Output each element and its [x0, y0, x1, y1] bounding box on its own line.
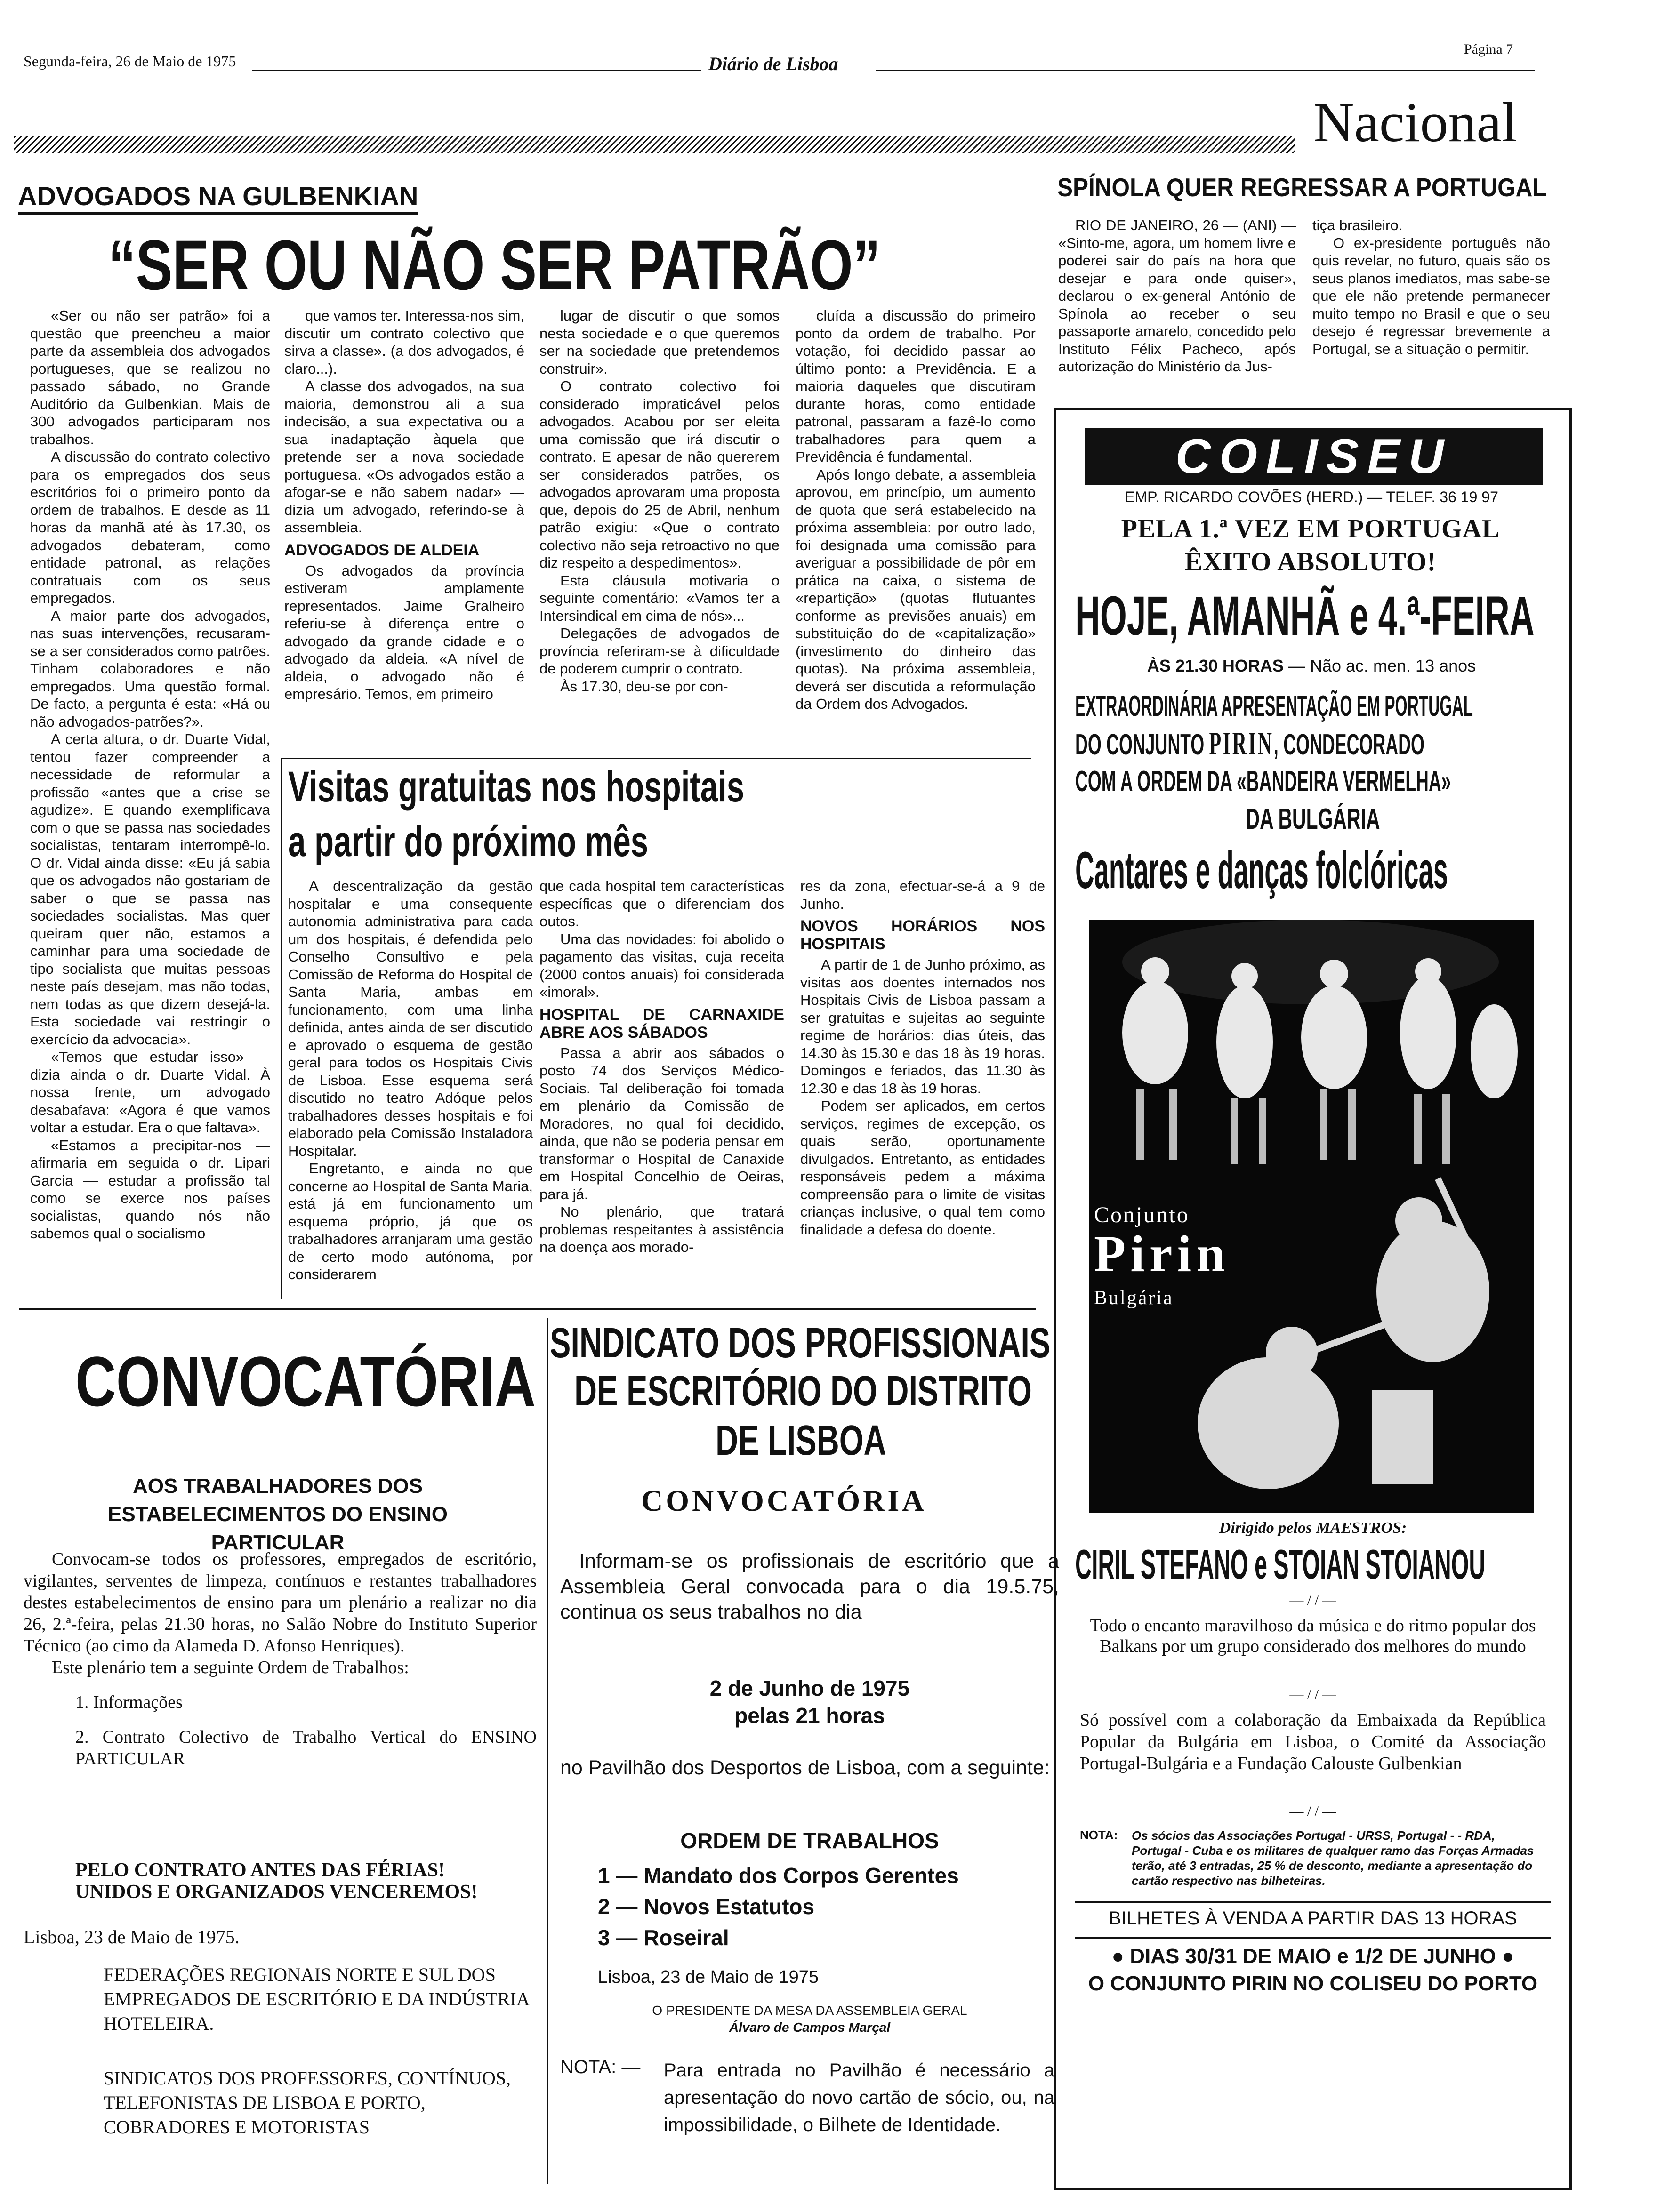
- advogados-headline: “SER OU NÃO SER PATRÃO”: [108, 225, 881, 305]
- sindicato-nota: Para entrada no Pavilhão é necessário a apresentação do novo cartão de sócio, ou, na impossibilidade, o Bilhete de Identidade.: [664, 2060, 1054, 2135]
- sindicato-president-name: Álvaro de Campos Marçal: [729, 2020, 891, 2035]
- spinola-col-2: [1312, 216, 1550, 395]
- coliseu-extra-3: COM A ORDEM DA «BANDEIRA VERMELHA»: [1075, 765, 1451, 798]
- coliseu-cantares: Cantares e danças folclóricas: [1075, 842, 1448, 899]
- convocatoria-date: Lisboa, 23 de Maio de 1975.: [24, 1926, 240, 1948]
- photo-caption-bulgaria: Bulgária: [1094, 1287, 1174, 1309]
- sindicato-date: Lisboa, 23 de Maio de 1975: [598, 1967, 819, 1987]
- hospitais-col-1: [288, 877, 533, 1301]
- coliseu-extra-2a: DO CONJUNTO: [1075, 729, 1209, 761]
- sindicato-left-rule: [547, 1318, 548, 2184]
- coliseu-bilhetes-rule: [1075, 1937, 1551, 1939]
- sindicato-president: O PRESIDENTE DA MESA DA ASSEMBLEIA GERAL: [652, 2003, 967, 2018]
- header-rule-right: [876, 70, 1535, 71]
- paragraph: «Estamos a precipitar-nos — afirmaria em seguida o dr. Lipari Garcia — estudar a profissão tal como se exerce nos países socialistas, quando nós não sabemos qual o socialismo: [30, 1137, 270, 1242]
- paragraph: Esta cláusula motivaria o seguinte comentário: «Vamos ter a Intersindical em cima de nós»...: [539, 572, 780, 624]
- coliseu-nota-rule: [1075, 1901, 1551, 1903]
- hospitais-headline-2: a partir do próximo mês: [288, 817, 649, 866]
- agenda-item: 1 — Mandato dos Corpos Gerentes: [598, 1863, 959, 1888]
- coliseu-time-note: — Não ac. men. 13 anos: [1288, 656, 1476, 675]
- paragraph: Uma das novidades: foi abolido o pagamento das visitas, cuja receita (2000 contos anuais) foi considerada «imoral».: [539, 930, 784, 1000]
- pirin-photo: [1089, 920, 1534, 1513]
- coliseu-extra-1: EXTRAORDINÁRIA APRESENTAÇÃO EM PORTUGAL: [1075, 690, 1473, 722]
- sindicato-title-1: SINDICATO DOS PROFISSIONAIS: [550, 1320, 1051, 1367]
- hospitais-left-rule: [281, 758, 282, 1299]
- paragraph: O ex-presidente português não quis revelar, no futuro, quais são os seus planos imediatos, mas sabe-se que ele não pretende permanecer muito tempo no Brasil e que o seu desejo é regressar brevemente a Portugal, se a situação o permitir.: [1312, 234, 1550, 357]
- section-title: Nacional: [1313, 91, 1518, 153]
- sindicato-date-1: 2 de Junho de 1975: [709, 1676, 910, 1700]
- page-number: Página 7: [1464, 41, 1513, 57]
- subheading: HOSPITAL DE CARNAXIDE ABRE AOS SÁBADOS: [539, 1005, 784, 1042]
- paragraph: cluída a discussão do primeiro ponto da ordem de trabalho. Por votação, foi decidido passar ao último ponto: a Previdência. E a maioria daqueles que discutiram durante horas, como entidade patronal, passaram a fazê-lo como trabalhadores para quem a Previdência é fundamental.: [796, 307, 1036, 465]
- coliseu-dirigido: Dirigido pelos MAESTROS:: [1219, 1519, 1407, 1537]
- coliseu-extra-2: [1075, 726, 1424, 762]
- paragraph: lugar de discutir o que somos nesta sociedade e o que queremos ser na sociedade que pretendemos construir».: [539, 307, 780, 377]
- sindicato-title-3: DE LISBOA: [716, 1417, 886, 1464]
- convocatoria-slogan-2: UNIDOS E ORGANIZADOS VENCEREMOS!: [75, 1881, 478, 1903]
- coliseu-logo: COLISEU: [1175, 429, 1453, 484]
- convocatoria-slogan-1: PELO CONTRATO ANTES DAS FÉRIAS!: [75, 1859, 445, 1881]
- agenda-item: 2 — Novos Estatutos: [598, 1894, 815, 1919]
- paragraph: Após longo debate, a assembleia aprovou, em princípio, um aumento de quota que será estabelecido na próxima assembleia: por outro lado, foi designada uma comissão para averiguar a possibilidade de pôr em prática na caixa, o sistema de «repartição» (quotas flutuantes conforme as previsões anuais) em substituição do de «capitalização» (investimento do dinheiro das quotas). Na próxima assembleia, deverá ser discutida a reformulação da Ordem dos Advogados.: [796, 466, 1036, 712]
- paragraph: Delegações de advogados de província referiram-se à dificuldade de poderem cumprir o contrato.: [539, 625, 780, 677]
- paragraph: que cada hospital tem características específicas que o diferenciam dos outos.: [539, 878, 784, 930]
- coliseu-logo-box: [1085, 428, 1543, 485]
- paragraph: A classe dos advogados, na sua maioria, demonstrou ali a sua indecisão, a sua expectativa ou a sua inadaptação àquela que pretende ser a nova sociedade portuguesa. «Os advogados estão a afogar-se e não sabem nadar» — dizia um advogado, referindo-se à assembleia.: [284, 378, 524, 536]
- hospitais-col-2: [539, 877, 784, 1301]
- convocatoria-body: [24, 1548, 537, 1770]
- coliseu-company: EMP. RICARDO COVÕES (HERD.) — TELEF. 36 19 97: [1125, 489, 1498, 505]
- advogados-col-4: [796, 307, 1036, 759]
- paragraph: A discussão do contrato colectivo para os empregados dos seus escritórios foi o primeiro ponto da ordem de trabalhos. E desde as 11 horas da manhã até às 17.30, os advogados debateram, como entidade patronal, as relações contratuais com os seus empregados.: [30, 449, 270, 606]
- coliseu-nota-label: NOTA:: [1080, 1828, 1118, 1842]
- paragraph: que vamos ter. Interessa-nos sim, discutir um contrato colectivo que sirva a classe». (a dos advogados, é claro...).: [284, 307, 524, 377]
- bottom-section-rule: [19, 1308, 1036, 1310]
- sindicato-date-2: pelas 21 horas: [734, 1703, 885, 1728]
- newspaper-name: Diário de Lisboa: [708, 53, 838, 74]
- coliseu-line-2: ÊXITO ABSOLUTO!: [1184, 547, 1437, 577]
- separator: — / / —: [1289, 1803, 1336, 1819]
- coliseu-bilhetes: BILHETES À VENDA A PARTIR DAS 13 HORAS: [1109, 1908, 1517, 1929]
- agenda-item: 3 — Roseiral: [598, 1925, 729, 1950]
- coliseu-line-1: PELA 1.ª VEZ EM PORTUGAL: [1121, 514, 1500, 544]
- coliseu-porto-1: ● DIAS 30/31 DE MAIO e 1/2 DE JUNHO ●: [1111, 1945, 1514, 1968]
- hospitais-headline-1: Visitas gratuitas nos hospitais: [288, 763, 745, 811]
- sindicato-title-2: DE ESCRITÓRIO DO DISTRITO: [574, 1368, 1032, 1415]
- convocatoria-subtitle: AOS TRABALHADORES DOS ESTABELECIMENTOS DO ENSINO PARTICULAR: [107, 1475, 448, 1554]
- photo-caption-conjunto: Conjunto: [1094, 1202, 1190, 1227]
- paragraph: O contrato colectivo foi considerado impraticável pelos advogados. Acabou por ser eleita uma comissão que irá discutir o contrato. E apesar de não quererem ser considerados patrões, os advogados aprovaram uma proposta que, depois do 25 de Abril, nenhum patrão exigiu: «Que o contrato colectivo não seja retroactivo no que diz respeito a despedimentos».: [539, 378, 780, 571]
- coliseu-maestros: CIRIL STEFANO e STOIAN STOIANOU: [1075, 1541, 1486, 1587]
- sindicato-agenda: [598, 1863, 959, 1962]
- paragraph: A partir de 1 de Junho próximo, as visitas aos doentes internados nos Hospitais Civis de Lisboa passam a ser gratuitas e sujeitas ao seguinte regime de horários: dias úteis, das 14.30 às 15.30 e das 18 às 19 horas. Domingos e feriados, das 11.30 às 12.30 e das 18 às 19 horas.: [800, 956, 1045, 1097]
- photo-caption-pirin: Pirin: [1094, 1225, 1230, 1282]
- coliseu-time-hour: ÀS 21.30 HORAS: [1147, 656, 1284, 675]
- coliseu-ad: [1054, 408, 1572, 2190]
- coliseu-pirin-name: PIRIN: [1209, 726, 1274, 762]
- spinola-headline: SPÍNOLA QUER REGRESSAR A PORTUGAL: [1057, 173, 1547, 202]
- paragraph: No plenário, que tratará problemas respeitantes à assistência na doença aos morado-: [539, 1203, 784, 1255]
- musician-figures: [1198, 1177, 1489, 1489]
- paragraph: «Temos que estudar isso» — dizia ainda o dr. Duarte Vidal. À nossa frente, um advogado desabafava: «Agora é que vamos voltar a estudar. Era o que faltava».: [30, 1049, 270, 1136]
- separator: — / / —: [1289, 1593, 1336, 1608]
- paragraph: Passa a abrir aos sábados o posto 74 dos Serviços Médico-Sociais. Tal deliberação foi tomada em plenário da Comissão de Moradores, no qual foi decidido, ainda, que não se poderia pensar em transformar o Hospital de Canaxide em Hospital Concelhio de Oeiras, para já.: [539, 1044, 784, 1202]
- sindicato-intro: Informam-se os profissionais de escritório que a Assembleia Geral convocada para o dia 19.5.75, continua os seus trabalhos no dia: [560, 1550, 1059, 1623]
- subheading: ADVOGADOS DE ALDEIA: [284, 541, 480, 559]
- paragraph: Este plenário tem a seguinte Ordem de Trabalhos:: [52, 1658, 409, 1677]
- subheading: NOVOS HORÁRIOS NOS HOSPITAIS: [800, 917, 1045, 953]
- coliseu-extra-4: DA BULGÁRIA: [1246, 803, 1380, 835]
- paragraph: tiça brasileiro.: [1312, 217, 1403, 233]
- paragraph: Convocam-se todos os professores, empregados de escritório, vigilantes, serventes de limpeza, contínuos e restantes trabalhadores destes estabelecimentos de ensino para um plenário a realizar no dia 26, 2.ª-feira, pelas 21.30 horas, no Salão Nobre do Instituto Superior Técnico (ao cimo da Alameda D. Afonso Henriques).: [24, 1549, 537, 1656]
- coliseu-encanto: Todo o encanto maravilhoso da música e do ritmo popular dos Balkans por um grupo considerado dos melhores do mundo: [1090, 1616, 1536, 1656]
- paragraph: «Ser ou não ser patrão» foi a questão que preencheu a maior parte da assembleia dos advogados portugueses, que se realizou no passado sábado, no Grande Auditório da Gulbenkian. Mais de 300 advogados participaram nos trabalhos.: [30, 307, 270, 448]
- advogados-col-2: [284, 307, 524, 759]
- hospitais-col-3: [800, 877, 1045, 1301]
- section-hatch-bar: [14, 136, 1295, 153]
- paragraph: res da zona, efectuar-se-á a 9 de Junho.: [800, 878, 1045, 912]
- paragraph: Às 17.30, deu-se por con-: [560, 678, 728, 695]
- agenda-item: 1. Informações: [75, 1692, 183, 1712]
- coliseu-time: [1085, 656, 1538, 676]
- sindicato-nota-label: NOTA: —: [560, 2057, 641, 2077]
- paragraph: RIO DE JANEIRO, 26 — (ANI) — «Sinto-me, agora, um homem livre e poderei sair do país na hora que desejar e para onde quiser», declarou o ex-general António de Spínola ao receber o seu passaporte amarelo, concedido pelo Instituto Félix Pacheco, após autorização do Ministério da Jus-: [1058, 217, 1296, 375]
- paragraph: A maior parte dos advogados, nas suas intervenções, recusaram-se a ser considerados como patrões. Tinham colaboradores e não empregados. Uma questão formal. De facto, a pergunta é esta: «Há ou não advogados-patrões?».: [30, 607, 270, 730]
- spinola-col-1: [1058, 216, 1296, 395]
- convocatoria-signature-2: SINDICATOS DOS PROFESSORES, CONTÍNUOS, TELEFONISTAS DE LISBOA E PORTO, COBRADORES E MOTORISTAS: [104, 2068, 511, 2138]
- paragraph: A certa altura, o dr. Duarte Vidal, tentou fazer compreender a necessidade de reformular a profissão «antes que a crise se agudize». E quando exemplificava com o que se passa nas sociedades socialistas, tentaram interrompê-lo. O dr. Vidal ainda disse: «Eu já sabia que os advogados não gostariam de saber o que se passa nas sociedades socialistas. Mas quer queiram quer não, estamos a caminhar para uma sociedade de tipo socialista que muitas pessoas neste país desejam, mas não todas, nem todas as que dizem desejá-la. Esta sociedade vai restringir o exercício da advocacia».: [30, 731, 270, 1048]
- header-date: Segunda-feira, 26 de Maio de 1975: [24, 53, 236, 70]
- sindicato-agenda-title: ORDEM DE TRABALHOS: [680, 1828, 939, 1853]
- paragraph: Os advogados da província estiveram amplamente representados. Jaime Gralheiro referiu-se à diferença entre o advogado da grande cidade e o advogado da aldeia. «A nível de aldeia, o advogado não é empresário. Temos, em primeiro: [284, 562, 524, 702]
- coliseu-colaboracao: Só possível com a colaboração da Embaixada da República Popular da Bulgária em Lisboa, o Comité da Associação Portugal-Bulgária e a Fundação Calouste Gulbenkian: [1080, 1710, 1546, 1773]
- coliseu-porto-2: O CONJUNTO PIRIN NO COLISEU DO PORTO: [1088, 1972, 1538, 1995]
- advogados-col-3: [539, 307, 780, 759]
- paragraph: Podem ser aplicados, em certos serviços, regimes de excepção, os quais serão, oportunamente divulgados. Entretanto, as entidades responsáveis pedem a máxima compreensão para o limite de visitas crianças inclusive, o qual tem como finalidade a defesa do doente.: [800, 1098, 1045, 1238]
- paragraph: Engretanto, e ainda no que concerne ao Hospital de Santa Maria, está já em funcionamento um esquema próprio, já que os trabalhadores arranjaram uma gestão de certo modo autónoma, por considerarem: [288, 1160, 533, 1282]
- convocatoria-signature-1: FEDERAÇÕES REGIONAIS NORTE E SUL DOS EMPREGADOS DE ESCRITÓRIO E DA INDÚSTRIA HOTELEIRA.: [104, 1964, 529, 2034]
- coliseu-nota: Os sócios das Associações Portugal - URSS, Portugal - - RDA, Portugal - Cuba e os militares de qualquer ramo das Forças Armadas terão, até 3 entradas, 25 % de desconto, mediante a apresentação do cartão respectivo nas bilheteiras.: [1132, 1828, 1534, 1888]
- sindicato-subtitle: CONVOCATÓRIA: [641, 1484, 927, 1517]
- paragraph: A descentralização da gestão hospitalar e uma consequente autonomia administrativa para cada um dos hospitais, é defendida pelo Conselho Consultivo e pela Comissão de Reforma do Hospital de Santa Maria, ambas em funcionamento, com uma linha definida, antes ainda de ser discutido e aprovado o esquema de gestão geral para todos os Hospitais Civis de Lisboa. Esse esquema será discutido no teatro Adóque pelos trabalhadores desses hospitais e foi elaborado pela Comissão Instaladora Hospitalar.: [288, 878, 533, 1159]
- advogados-col-1: [30, 307, 270, 1301]
- advogados-kicker: ADVOGADOS NA GULBENKIAN: [18, 181, 418, 215]
- separator: — / / —: [1289, 1687, 1336, 1702]
- sindicato-place: no Pavilhão dos Desportos de Lisboa, com a seguinte:: [560, 1756, 1050, 1779]
- coliseu-dates: HOJE, AMANHÃ e 4.ª-FEIRA: [1075, 585, 1535, 647]
- hospitais-top-rule: [282, 758, 1031, 759]
- coliseu-extra-2c: , CONDECORADO: [1273, 729, 1424, 761]
- header-rule-left: [252, 70, 701, 71]
- agenda-item: 2. Contrato Colectivo de Trabalho Vertical do ENSINO PARTICULAR: [75, 1727, 537, 1769]
- convocatoria-title: CONVOCATÓRIA: [75, 1342, 536, 1421]
